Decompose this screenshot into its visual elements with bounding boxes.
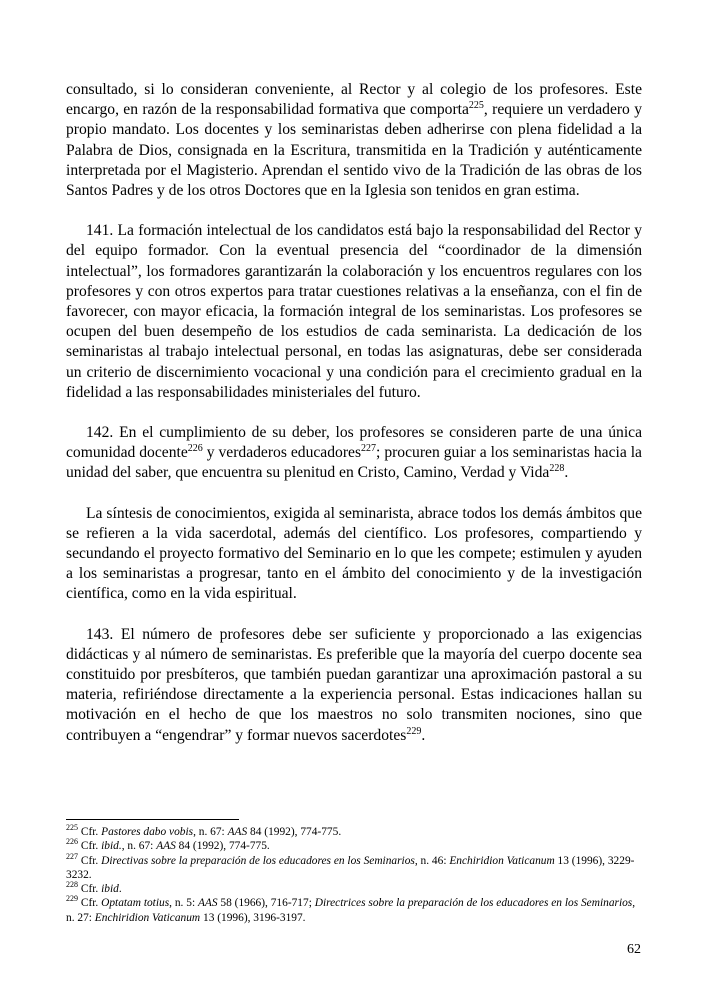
text-run: y verdaderos educadores	[202, 444, 362, 462]
citation-title: AAS	[156, 840, 176, 853]
footnote-226	[66, 839, 642, 853]
citation-title: Enchiridion Vaticanum	[94, 911, 201, 924]
text-run: .	[421, 726, 426, 744]
text-run: , n. 46:	[414, 854, 450, 867]
footnote-ref-225[interactable]: 225	[468, 100, 484, 112]
text-run: .	[564, 464, 569, 482]
footnote-number: 228	[66, 880, 78, 890]
text-run: ; procuren guiar a los seminaristas hacia la unidad del saber, que encuentra su plenitud en Cristo, Camino, Verdad y Vida	[66, 444, 642, 482]
citation-title: Directivas sobre la preparación de los educadores en los Seminarios	[101, 854, 415, 867]
footnote-number: 225	[66, 823, 78, 833]
text-run: , n. 27:	[66, 897, 636, 924]
text-run: 13 (1996), 3196-3197.	[200, 911, 306, 924]
document-body	[66, 80, 642, 746]
text-run: 84 (1992), 774-775.	[247, 826, 342, 838]
text-run: , n. 67:	[121, 840, 157, 853]
citation-title: Optatam totius	[101, 897, 170, 910]
footnote-number: 229	[66, 894, 78, 904]
text-run: , requiere un verdadero y propio mandato. Los docentes y los seminaristas deben adherirse con plena fidelidad a la Palabra de Dios, consignada en la Escritura, transmitida en la Tradición y auténticamente interpretada por el Magisterio. Aprendan el sentido vivo de la Tradición de las obras de los Santos Padres y de los otros Doctores que en la Iglesia son tenidos en gran estima.	[66, 101, 642, 200]
footnote-225	[66, 825, 642, 839]
text-run: Cfr.	[78, 897, 102, 910]
text-run: , n. 5:	[169, 897, 198, 910]
footnote-number: 226	[66, 837, 78, 847]
text-run: consultado, si lo consideran conveniente, al Rector y al colegio de los profesores. Este encargo, en razón de la responsabilidad formativa que comporta	[66, 81, 642, 119]
footnote-229	[66, 896, 642, 925]
text-run: , n. 67:	[193, 826, 228, 838]
text-run: Cfr.	[78, 826, 102, 838]
text-run: 58 (1966), 716-717;	[217, 897, 315, 910]
text-run: Cfr.	[78, 854, 102, 867]
footnotes	[66, 825, 642, 925]
paragraph-141: 141. La formación intelectual de los candidatos está bajo la responsabilidad del Rector y del equipo formador. Con la eventual presencia del “coordinador de la dimensión intelectual”, los formadores garantizarán la colaboración y los encuentros regulares con los profesores y con otros expertos para tratar cuestiones relativas a la enseñanza, con el fin de favorecer, con mayor eficacia, la formación integral de los seminaristas. Los profesores se ocupen del buen desempeño de los estudios de cada seminarista. La dedicación de los seminaristas al trabajo intelectual personal, en todas las asignaturas, debe ser considerada un criterio de discernimiento vocacional y una condición para el crecimiento gradual en la fidelidad a las responsabilidades ministeriales del futuro.	[66, 222, 642, 401]
footnote-number: 227	[66, 851, 78, 861]
citation-title: Enchiridion Vaticanum	[449, 854, 555, 867]
paragraph-143	[66, 625, 642, 746]
text-run: 84 (1992), 774-775.	[175, 840, 270, 853]
paragraph-continued	[66, 80, 642, 201]
footnote-ref-229[interactable]: 229	[406, 725, 422, 737]
footnote-separator	[66, 819, 239, 820]
citation-title: Directrices sobre la preparación de los educadores en los Seminarios	[314, 897, 633, 910]
citation-title: AAS	[197, 897, 218, 910]
footnote-ref-228[interactable]: 228	[549, 463, 565, 475]
footnote-228	[66, 882, 642, 896]
paragraph-142	[66, 423, 642, 484]
text-run: 142. En el cumplimiento de su deber, los profesores se consideren parte de una única comunidad docente	[66, 424, 642, 462]
text-run: 143. El número de profesores debe ser suficiente y proporcionado a las exigencias didácticas y al número de seminaristas. Es preferible que la mayoría del cuerpo docente sea constituido por presbíteros, que también puedan garantizar una aproximación pastoral a su materia, refiriéndose directamente a la experiencia personal. Estas indicaciones hallan su motivación en el hecho de que los maestros no solo transmiten nociones, sino que contribuyen a “engendrar” y formar nuevos sacerdotes	[66, 625, 642, 744]
paragraph-142-continued: La síntesis de conocimientos, exigida al seminarista, abrace todos los demás ámbitos que se refieren a la vida sacerdotal, además del científico. Los profesores, compartiendo y secundando el proyecto formativo del Seminario en lo que les compete; estimulen y ayuden a los seminaristas a progresar, tanto en el ámbito del conocimiento y de la investigación científica, como en la vida espiritual.	[66, 504, 642, 603]
text-run: .	[118, 883, 122, 896]
citation-title: ibid.	[101, 840, 122, 853]
page-number: 62	[627, 942, 641, 957]
text-run: Cfr.	[78, 840, 102, 853]
citation-title: AAS	[227, 826, 248, 838]
footnote-ref-227[interactable]: 227	[361, 443, 377, 455]
text-run: 13 (1996), 3229-3232.	[66, 854, 635, 881]
footnote-227	[66, 851, 642, 883]
citation-title: Pastores dabo vobis	[101, 826, 194, 838]
citation-title: ibid	[101, 883, 119, 896]
footnote-ref-226[interactable]: 226	[187, 443, 203, 455]
text-run: Cfr.	[78, 883, 102, 896]
